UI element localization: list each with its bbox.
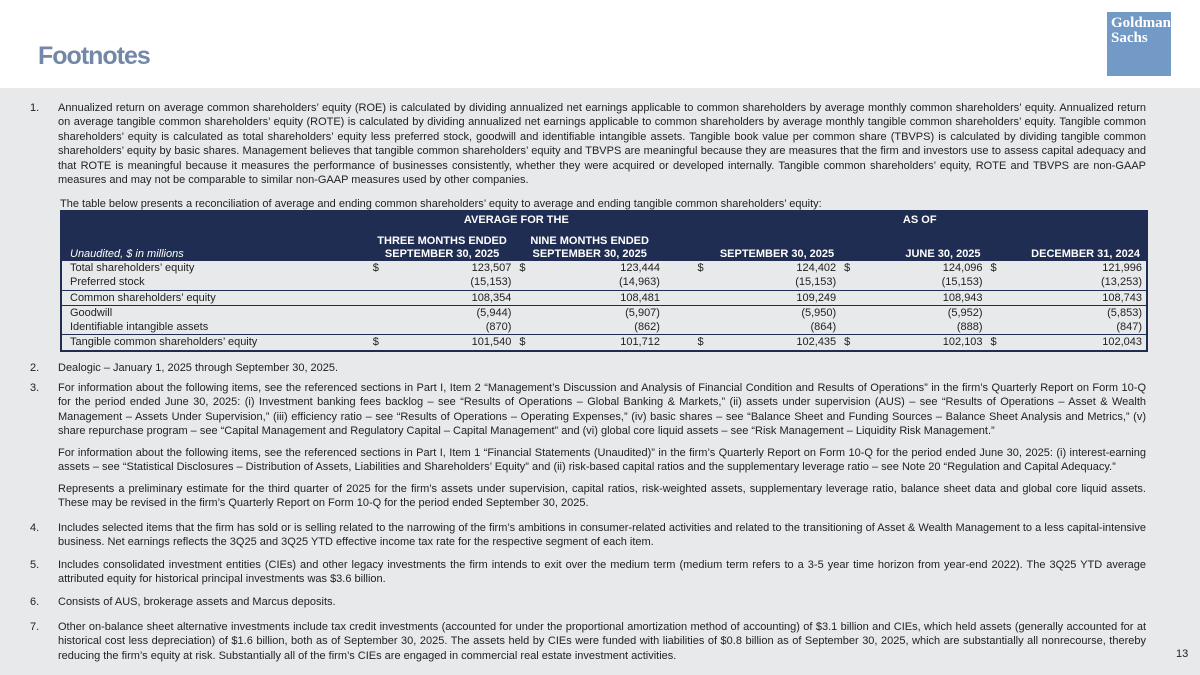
footnote-text: For information about the following items, see the referenced sections in Part I, Item 2 “Management’s Discussion and Analysis of Financial Condition and Results of Operations” in the firm’s Quarterly Report on Form 10-Q for the period ended June 30, 2025: (i) Investment banking fees backlog – see “Results of Operations – Global Banking & Markets,” (ii) assets under supervision (AUS) – see “Results of Operations – Asset & Wealth Management – Assets Under Supervision,” (iii) efficiency ratio – see “Results of Operations – Operating Expenses,” (iv) basic shares – see “Balance Sheet and Funding Sources – Balance Sheet Analysis and Metrics,” (v) share repurchase program – see “Capital Management and Regulatory Capital – Capital Management” and (vi) global core liquid assets – see “Risk Management – Liquidity Risk Management.” xyxy=(58,382,1146,438)
table-row: Goodwill (5,944) (5,907) (5,950) (5,952) (5,853) xyxy=(61,305,1147,320)
footnote-7 xyxy=(30,620,1146,663)
footnote-number: 4. xyxy=(30,522,40,534)
logo-line-1: Goldman xyxy=(1111,15,1172,31)
page-number: 13 xyxy=(1176,648,1189,660)
column-header: SEPTEMBER 30, 2025 xyxy=(693,228,840,261)
footnote-5 xyxy=(30,558,1146,587)
footnote-number: 1. xyxy=(30,102,40,114)
table-row: Preferred stock (15,153) (14,963) (15,153) (15,153) (13,253) xyxy=(61,275,1147,290)
footnote-3-paragraph-2: For information about the following items, see the referenced sections in Part I, Item 1 “Financial Statements (Unaudited)” in the firm’s Quarterly Report on Form 10-Q for the period ended June 30, 2025: (i) interest-earning assets – see “Statistical Disclosures – Distribution of Assets, Liabilities and Shareholders’ Equity” and (ii) risk-based capital ratios and the supplementary leverage ratio – see Note 20 “Regulation and Capital Adequacy.” xyxy=(58,447,1146,474)
footnote-number: 5. xyxy=(30,559,40,571)
column-header: DECEMBER 31, 2024 xyxy=(987,228,1147,261)
footnote-number: 2. xyxy=(30,362,40,374)
table-intro: The table below presents a reconciliation of average and ending common shareholders’ equity to average and ending tangible common shareholders’ equity: xyxy=(60,198,822,210)
footnote-3 xyxy=(30,381,1146,439)
footnote-number: 3. xyxy=(30,382,40,394)
unit-label: Unaudited, $ in millions xyxy=(61,228,369,261)
column-header: NINE MONTHS ENDED SEPTEMBER 30, 2025 xyxy=(515,228,664,261)
table-row: Common shareholders’ equity 108,354 108,481 109,249 108,943 108,743 xyxy=(61,290,1147,305)
group-header-average: AVERAGE FOR THE xyxy=(369,211,664,228)
table-row: Total shareholders’ equity $ 123,507 $ 123,444 $ 124,402 $ 124,096 $ 121,996 xyxy=(61,261,1147,275)
footnote-1 xyxy=(30,101,1146,187)
table-row: Identifiable intangible assets (870) (862) (864) (888) (847) xyxy=(61,320,1147,335)
reconciliation-table xyxy=(60,210,1148,352)
footnote-number: 6. xyxy=(30,596,40,608)
footnote-text: Consists of AUS, brokerage assets and Marcus deposits. xyxy=(58,596,336,608)
footnote-3-paragraph-3: Represents a preliminary estimate for the third quarter of 2025 for the firm’s assets under supervision, capital ratios, risk-weighted assets, supplementary leverage ratio, balance sheet data and global core liquid assets. These may be revised in the firm’s Quarterly Report on Form 10-Q for the period ended September 30, 2025. xyxy=(58,483,1146,510)
footnote-number: 7. xyxy=(30,621,40,633)
group-header-as-of: AS OF xyxy=(693,211,1147,228)
page-title: Footnotes xyxy=(38,42,150,70)
logo-line-2: Sachs xyxy=(1111,30,1148,46)
footnote-2 xyxy=(30,361,1146,375)
footnote-4 xyxy=(30,521,1146,550)
footnote-text: Includes consolidated investment entities (CIEs) and other legacy investments the firm intends to exit over the medium term (medium term refers to a 3-5 year time horizon from year-end 2022). The 3Q25 YTD average attributed equity for historical principal investments was $3.6 billion. xyxy=(58,559,1146,586)
footnote-6 xyxy=(30,595,1146,609)
table-row: Tangible common shareholders’ equity $ 101,540 $ 101,712 $ 102,435 $ 102,103 $ 102,043 xyxy=(61,335,1147,351)
footnote-text: Other on-balance sheet alternative investments include tax credit investments (accounted for under the proportional amortization method of accounting) of $3.1 billion and CIEs, which held assets (generally accounted for at historical cost less depreciation) of $1.6 billion, both as of September 30, 2025. The assets held by CIEs were funded with liabilities of $0.8 billion as of September 30, 2025, which are substantially all nonrecourse, thereby reducing the firm’s equity at risk. Substantially all of the firm’s CIEs are engaged in commercial real estate investment activities. xyxy=(58,621,1146,662)
goldman-sachs-logo xyxy=(1107,12,1171,76)
footnote-text: Annualized return on average common shareholders’ equity (ROE) is calculated by dividing annualized net earnings applicable to common shareholders by average monthly common shareholders’ equity. Annualized return on average tangible common shareholders’ equity (ROTE) is calculated by dividing annualized net earnings applicable to common shareholders by average monthly tangible common shareholders’ equity. Tangible common shareholders’ equity is calculated as total shareholders’ equity less preferred stock, goodwill and identifiable intangible assets. Tangible book value per common share (TBVPS) is calculated by dividing tangible common shareholders’ equity by basic shares. Management believes that tangible common shareholders’ equity and TBVPS are meaningful because they are measures that the firm and investors use to assess capital adequacy and that ROTE is meaningful because it measures the performance of businesses consistently, whether they were acquired or developed internally. Tangible common shareholders’ equity, ROTE and TBVPS are non-GAAP measures and may not be comparable to similar non-GAAP measures used by other companies. xyxy=(58,102,1146,187)
footnote-text: Includes selected items that the firm has sold or is selling related to the narrowing of the firm’s ambitions in consumer-related activities and related to the transitioning of Asset & Wealth Management to a less capital-intensive business. Net earnings reflects the 3Q25 and 3Q25 YTD effective income tax rate for the respective segment of each item. xyxy=(58,522,1146,549)
column-header: JUNE 30, 2025 xyxy=(840,228,986,261)
column-header: THREE MONTHS ENDED SEPTEMBER 30, 2025 xyxy=(369,228,516,261)
footnote-text: Dealogic – January 1, 2025 through September 30, 2025. xyxy=(58,362,339,374)
